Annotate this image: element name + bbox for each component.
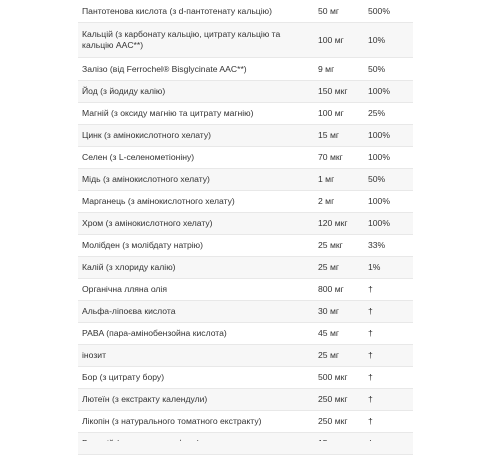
daily-value-percent: † <box>368 328 373 338</box>
table-row <box>78 279 413 301</box>
table-row <box>78 125 413 147</box>
table-row <box>78 169 413 191</box>
nutrient-name: Лютеїн (з екстракту календули) <box>82 394 208 404</box>
nutrient-name: PABA (пара-амінобензойна кислота) <box>82 328 227 338</box>
daily-value-percent: 100% <box>368 196 390 206</box>
nutrient-name: Бор (з цитрату бору) <box>82 372 165 382</box>
nutrient-amount: 70 мкг <box>318 152 343 162</box>
nutrient-amount: 9 мг <box>318 63 335 74</box>
nutrient-amount: 25 мг <box>318 350 339 360</box>
daily-value-percent: † <box>368 372 373 382</box>
daily-value-percent: † <box>368 416 373 426</box>
nutrient-name: Молібден (з молібдату натрію) <box>82 240 203 250</box>
table-row <box>78 367 413 389</box>
nutrient-amount: 150 мкг <box>318 86 348 96</box>
nutrient-name: Лікопін (з натурального томатного екстракту) <box>82 416 262 426</box>
nutrient-amount: 25 мкг <box>318 240 343 250</box>
nutrient-name: Калій (з хлориду калію) <box>82 262 176 272</box>
nutrient-amount: 500 мкг <box>318 372 348 382</box>
nutrient-name: Органічна лляна олія <box>82 284 167 294</box>
nutrient-name: Пантотенова кислота (з d-пантотенату кальцію) <box>82 5 272 16</box>
nutrient-amount: 50 мг <box>318 5 339 16</box>
nutrient-amount: 30 мг <box>318 306 339 316</box>
nutrient-amount: 45 мг <box>318 328 339 338</box>
nutrient-name: інозит <box>82 350 107 360</box>
daily-value-percent: † <box>368 284 373 294</box>
nutrient-name: Хром (з амінокислотного хелату) <box>82 218 213 228</box>
nutrient-name: Залізо (від Ferrochel® Bisglycinate AAC**) <box>82 63 247 74</box>
table-row <box>78 323 413 345</box>
daily-value-percent: 33% <box>368 240 386 250</box>
table-row <box>78 389 413 411</box>
nutrient-name: Магній (з оксиду магнію та цитрату магнію) <box>82 108 254 118</box>
nutrient-name: Цинк (з амінокислотного хелату) <box>82 130 211 140</box>
daily-value-percent: 100% <box>368 152 390 162</box>
nutrient-amount: 2 мг <box>318 196 335 206</box>
table-footer-row <box>78 441 413 450</box>
nutrient-name: Альфа-ліпоєва кислота <box>82 306 176 316</box>
nutrient-amount: 120 мкг <box>318 218 348 228</box>
daily-value-percent: 25% <box>368 108 386 118</box>
table-row <box>78 345 413 367</box>
nutrient-amount: 800 мг <box>318 284 344 294</box>
nutrient-name: Мідь (з амінокислотного хелату) <box>82 174 210 184</box>
table-row <box>78 147 413 169</box>
table-row <box>78 301 413 323</box>
nutrient-amount: 250 мкг <box>318 416 348 426</box>
nutrient-name: Марганець (з амінокислотного хелату) <box>82 196 235 206</box>
daily-value-percent: 10% <box>368 34 386 45</box>
nutrition-facts-table <box>78 0 413 455</box>
nutrient-amount: 15 мг <box>318 130 339 140</box>
daily-value-percent: † <box>368 306 373 316</box>
table-row <box>78 213 413 235</box>
table-row <box>78 257 413 279</box>
table-row <box>78 81 413 103</box>
daily-value-percent: 500% <box>368 5 390 16</box>
nutrient-amount: 100 мг <box>318 34 344 45</box>
nutrient-amount: 100 мг <box>318 108 344 118</box>
table-row <box>78 191 413 213</box>
daily-value-percent: 50% <box>368 174 386 184</box>
table-row <box>78 58 413 81</box>
table-row <box>78 411 413 433</box>
daily-value-percent: 100% <box>368 86 390 96</box>
nutrient-name: Кальцій (з карбонату кальцію, цитрату кальцію та кальцію AAC**) <box>82 29 281 50</box>
nutrient-amount: 25 мг <box>318 262 339 272</box>
daily-value-percent: 50% <box>368 63 386 74</box>
table-row <box>78 0 413 23</box>
table-row <box>78 235 413 257</box>
daily-value-percent: 1% <box>368 262 381 272</box>
table-row <box>78 103 413 125</box>
daily-value-percent: 100% <box>368 218 390 228</box>
nutrient-amount: 1 мг <box>318 174 335 184</box>
nutrient-amount: 250 мкг <box>318 394 348 404</box>
nutrient-name: Селен (з L-селенометіоніну) <box>82 152 195 162</box>
table-row <box>78 23 413 58</box>
nutrient-name: Йод (з йодиду калію) <box>82 86 166 96</box>
daily-value-percent: † <box>368 350 373 360</box>
daily-value-percent: † <box>368 394 373 404</box>
daily-value-percent: 100% <box>368 130 390 140</box>
